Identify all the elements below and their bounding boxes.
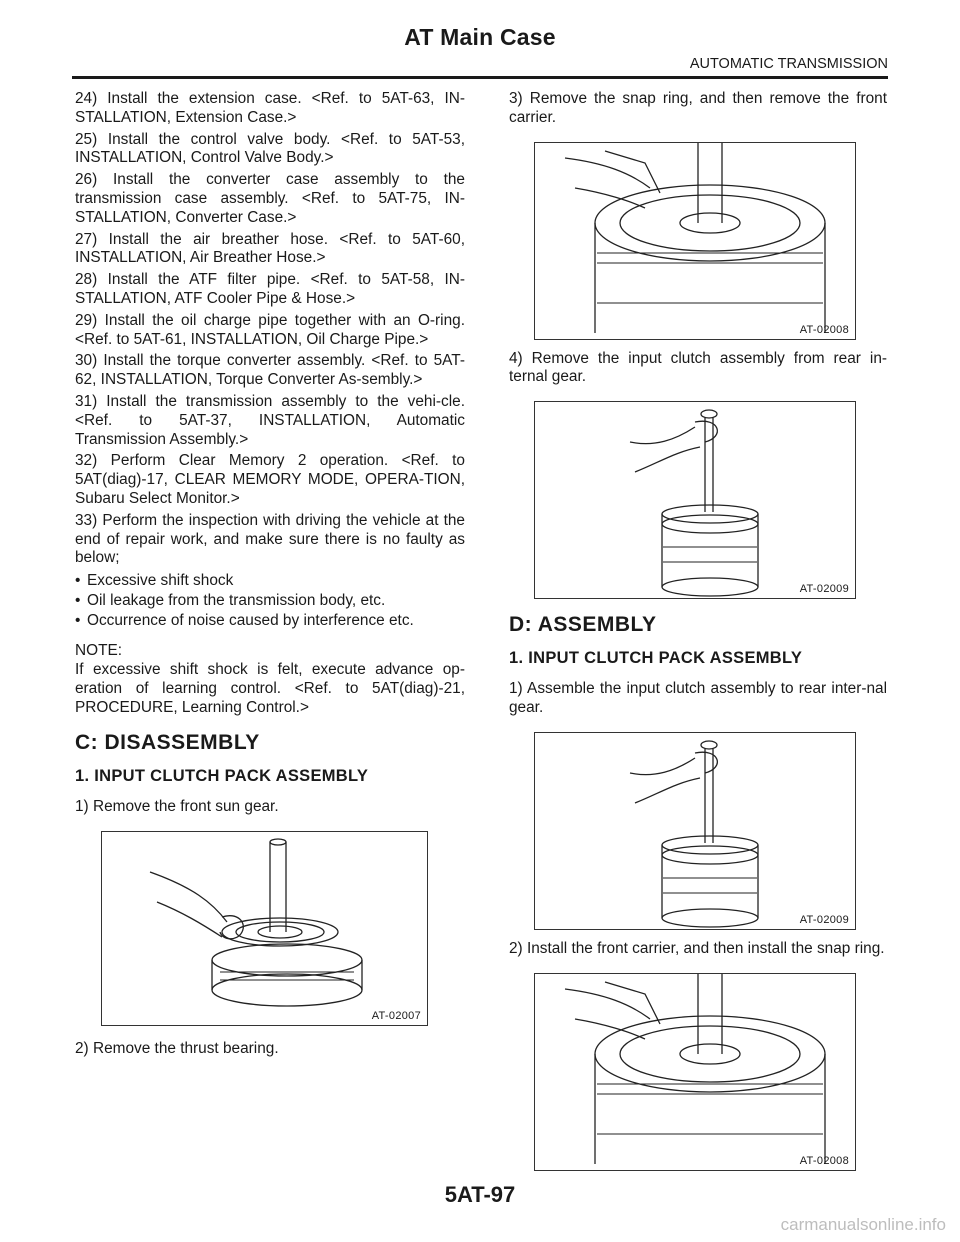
page-number: 5AT-97 (444, 1182, 516, 1207)
step-26: 26) Install the converter case assembly to the transmission case assembly. <Ref. to 5AT-75, IN-STALLATION, Converter Case.> (75, 171, 465, 226)
assembly-step-2: 2) Install the front carrier, and then install the snap ring. (509, 939, 885, 957)
step-33: 33) Perform the inspection with driving the vehicle at the end of repair work, and make sure there is no faulty as below; (75, 511, 465, 567)
disassembly-step-3: 3) Remove the snap ring, and then remove the front carrier. (509, 90, 887, 126)
left-column (75, 90, 465, 1062)
fault-item: • Excessive shift shock (75, 571, 465, 591)
step-30: 30) Install the torque converter assembly. <Ref. to 5AT-62, INSTALLATION, Torque Converter As-sembly.> (75, 352, 465, 389)
fault-item: • Occurrence of noise caused by interference etc. (75, 611, 465, 631)
page-title: AT Main Case (404, 24, 556, 50)
step-24: 24) Install the extension case. <Ref. to 5AT-63, IN-STALLATION, Extension Case.> (75, 90, 465, 126)
watermark: carmanualsonline.info (780, 1215, 946, 1234)
fault-item: • Oil leakage from the transmission body, etc. (75, 591, 465, 611)
figure-input-clutch-removal (534, 401, 856, 599)
header-rule (72, 76, 888, 79)
disassembly-step-1: 1) Remove the front sun gear. (75, 798, 279, 816)
disassembly-step-4: 4) Remove the input clutch assembly from rear in-ternal gear. (509, 349, 887, 386)
figure-snap-ring-install (534, 973, 856, 1171)
fault-list (75, 571, 465, 631)
figure-code: AT-02009 (799, 913, 849, 926)
figure-front-carrier (534, 142, 856, 340)
assembly-subheading: 1. INPUT CLUTCH PACK ASSEMBLY (509, 649, 803, 668)
snap-ring-install-illustration (535, 974, 855, 1170)
step-29: 29) Install the oil charge pipe together with an O-ring. <Ref. to 5AT-61, INSTALLATION, Oil Charge Pipe.> (75, 311, 465, 348)
right-column (509, 90, 887, 1171)
disassembly-step-2: 2) Remove the thrust bearing. (75, 1039, 279, 1057)
disassembly-heading: C: DISASSEMBLY (75, 731, 260, 755)
disassembly-subheading: 1. INPUT CLUTCH PACK ASSEMBLY (75, 767, 369, 786)
front-carrier-illustration (535, 143, 855, 339)
figure-code: AT-02008 (799, 1154, 849, 1167)
note-text: If excessive shift shock is felt, execute advance op-eration of learning control. <Ref. to 5AT(diag)-21, PROCEDURE, Learning Control.> (75, 661, 465, 717)
assembly-heading: D: ASSEMBLY (509, 613, 657, 637)
step-28: 28) Install the ATF filter pipe. <Ref. to 5AT-58, IN-STALLATION, ATF Cooler Pipe & Hose.> (75, 271, 465, 307)
input-clutch-install-illustration (535, 733, 855, 929)
section-name: AUTOMATIC TRANSMISSION (689, 56, 888, 72)
step-27: 27) Install the air breather hose. <Ref. to 5AT-60, INSTALLATION, Air Breather Hose.> (75, 230, 465, 267)
figure-code: AT-02009 (799, 583, 849, 596)
figure-front-sun-gear (101, 831, 428, 1026)
front-sun-gear-illustration (102, 832, 427, 1025)
assembly-step-1: 1) Assemble the input clutch assembly to rear inter-nal gear. (509, 680, 887, 716)
figure-input-clutch-install (534, 732, 856, 930)
step-31: 31) Install the transmission assembly to the vehi-cle. <Ref. to 5AT-37, INSTALLATION, Automatic Transmission Assembly.> (75, 392, 465, 448)
input-clutch-removal-illustration (535, 402, 855, 598)
note-label: NOTE: (75, 642, 123, 660)
figure-code: AT-02007 (371, 1009, 421, 1022)
step-25: 25) Install the control valve body. <Ref. to 5AT-53, INSTALLATION, Control Valve Body.> (75, 130, 465, 167)
figure-code: AT-02008 (799, 323, 849, 336)
step-32: 32) Perform Clear Memory 2 operation. <Ref. to 5AT(diag)-17, CLEAR MEMORY MODE, OPERA-TION, Subaru Select Monitor.> (75, 452, 465, 507)
